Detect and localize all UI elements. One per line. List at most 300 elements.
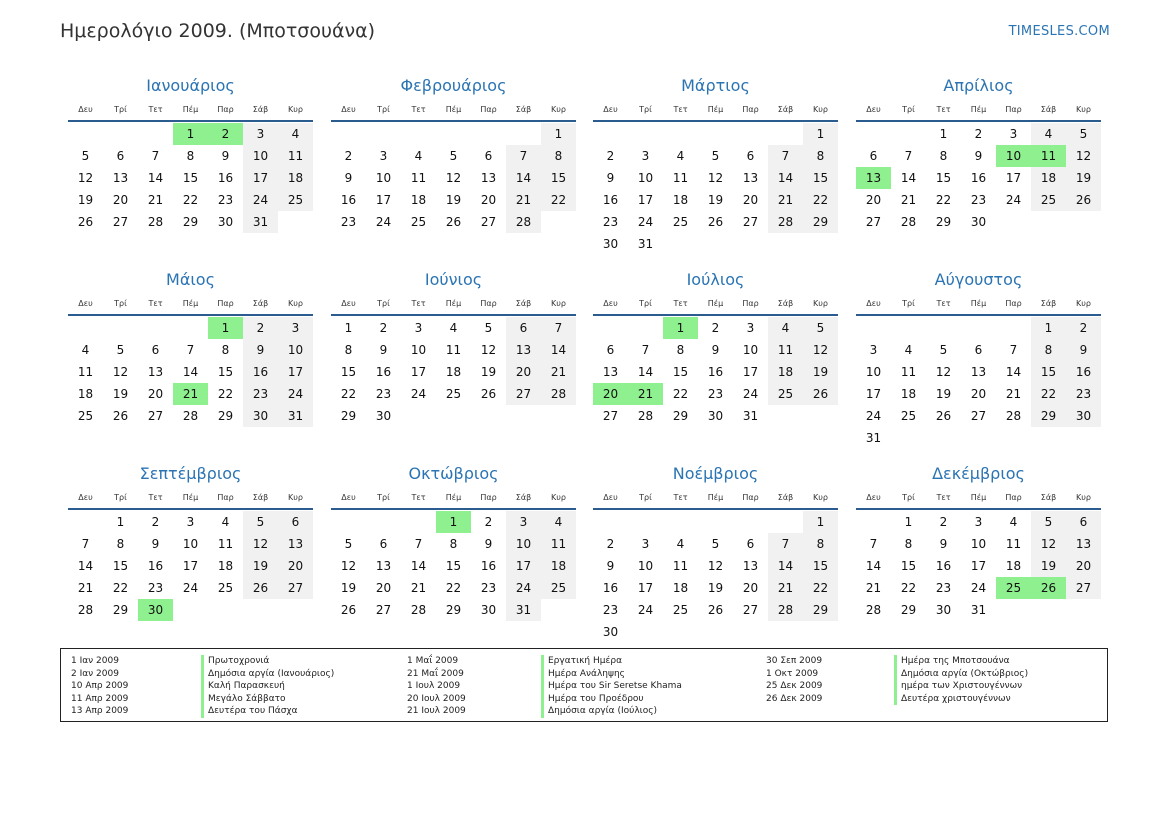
weekday-label: Σάβ <box>777 105 794 114</box>
day-cell: 2 <box>1066 317 1101 339</box>
day-cell: 29 <box>182 215 199 229</box>
day-cell: 26 <box>480 387 497 401</box>
day-cell: 9 <box>606 171 615 185</box>
day-cell: 10 <box>182 537 199 551</box>
weekday-label: Τετ <box>411 299 426 308</box>
day-cell: 4 <box>221 515 230 529</box>
day-cell: 3 <box>641 537 650 551</box>
weekday-label: Παρ <box>480 493 497 502</box>
day-cell: 8 <box>676 343 685 357</box>
day-cell: 5 <box>711 537 720 551</box>
day-cell: 24 <box>742 387 759 401</box>
day-cell: 5 <box>484 321 493 335</box>
month-9 <box>68 462 313 621</box>
empty-cell <box>1066 211 1101 233</box>
day-cell: 19 <box>803 361 838 383</box>
legend-date: 20 Ιουλ 2009 <box>407 693 466 704</box>
weekday-label: Τρί <box>902 493 915 502</box>
empty-cell <box>243 599 278 621</box>
weekday-label: Σάβ <box>515 299 532 308</box>
legend-date: 21 Μαΐ 2009 <box>407 668 464 679</box>
weekday-label: Δευ <box>341 493 356 502</box>
day-cell: 16 <box>243 361 278 383</box>
empty-cell <box>103 123 138 145</box>
day-cell: 16 <box>935 559 952 573</box>
month-title: Οκτώβριος <box>408 464 499 483</box>
day-cell: 15 <box>803 555 838 577</box>
weekday-label: Παρ <box>480 105 497 114</box>
legend-date-column <box>766 655 822 705</box>
day-cell: 12 <box>112 365 129 379</box>
day-cell: 2 <box>484 515 493 529</box>
weekday-label: Τετ <box>936 299 951 308</box>
weekday-label: Κυρ <box>551 299 566 308</box>
day-cell: 3 <box>186 515 195 529</box>
day-cell: 5 <box>81 149 90 163</box>
day-cell: 30 <box>243 405 278 427</box>
day-cell: 27 <box>147 409 164 423</box>
day-cell: 15 <box>803 167 838 189</box>
day-cell: 21 <box>768 189 803 211</box>
day-cell: 13 <box>112 171 129 185</box>
day-cell: 31 <box>865 431 882 445</box>
day-cell: 3 <box>506 511 541 533</box>
day-cell: 19 <box>340 581 357 595</box>
day-cell: 19 <box>243 555 278 577</box>
day-cell: 17 <box>637 581 654 595</box>
day-cell: 29 <box>935 215 952 229</box>
weekday-label: Κυρ <box>1076 299 1091 308</box>
day-cell: 29 <box>217 409 234 423</box>
month-12 <box>856 462 1101 621</box>
empty-cell <box>891 123 926 145</box>
empty-cell <box>628 511 663 533</box>
day-cell: 15 <box>445 559 462 573</box>
day-cell: 21 <box>900 193 917 207</box>
header-rule <box>856 120 1101 122</box>
legend-holiday-name: Ημέρα Ανάληψης <box>541 668 682 681</box>
day-cell: 10 <box>970 537 987 551</box>
day-cell: 24 <box>243 189 278 211</box>
weekday-label: Τρί <box>902 105 915 114</box>
legend-date: 11 Απρ 2009 <box>71 693 129 704</box>
day-cell: 27 <box>375 603 392 617</box>
empty-cell <box>768 123 803 145</box>
weekday-label: Τρί <box>114 493 127 502</box>
day-cell: 1 <box>344 321 353 335</box>
day-cell: 28 <box>147 215 164 229</box>
weekday-label: Σάβ <box>1040 299 1057 308</box>
day-cell: 3 <box>1009 127 1018 141</box>
day-cell: 12 <box>803 339 838 361</box>
day-cell: 11 <box>672 171 689 185</box>
weekday-label: Δευ <box>603 299 618 308</box>
day-cell: 1 <box>803 511 838 533</box>
day-cell: 19 <box>1066 167 1101 189</box>
day-cell: 15 <box>1031 361 1066 383</box>
day-cell: 15 <box>900 559 917 573</box>
day-cell: 14 <box>541 339 576 361</box>
day-cell: 21 <box>410 581 427 595</box>
day-cell: 23 <box>375 387 392 401</box>
day-cell: 22 <box>112 581 129 595</box>
weekday-label: Τρί <box>377 493 390 502</box>
day-cell: 7 <box>541 317 576 339</box>
day-cell: 23 <box>243 383 278 405</box>
weekday-label: Τρί <box>114 105 127 114</box>
day-cell: 14 <box>865 559 882 573</box>
day-cell: 11 <box>445 343 462 357</box>
weekday-label: Τετ <box>673 105 688 114</box>
empty-cell <box>1066 427 1101 449</box>
legend-holiday-name: Δημόσια αργία (Ιανουάριος) <box>201 668 334 681</box>
day-cell: 30 <box>602 625 619 639</box>
empty-cell <box>68 317 103 339</box>
day-cell: 18 <box>77 387 94 401</box>
day-cell: 13 <box>1066 533 1101 555</box>
day-cell: 7 <box>641 343 650 357</box>
day-cell: 27 <box>970 409 987 423</box>
legend-holiday-name: ημέρα των Χριστουγέννων <box>894 680 1028 693</box>
day-cell: 11 <box>541 533 576 555</box>
weekday-header <box>593 488 838 508</box>
day-grid <box>593 511 838 643</box>
day-cell: 28 <box>768 599 803 621</box>
weekday-label: Κυρ <box>288 105 303 114</box>
day-cell: 14 <box>1005 365 1022 379</box>
day-cell: 4 <box>676 537 685 551</box>
day-cell: 20 <box>742 193 759 207</box>
day-cell: 25 <box>672 603 689 617</box>
day-cell: 30 <box>217 215 234 229</box>
day-cell: 19 <box>77 193 94 207</box>
empty-cell <box>401 123 436 145</box>
month-title: Νοέμβριος <box>672 464 759 483</box>
header-rule <box>68 120 313 122</box>
weekday-label: Τετ <box>673 493 688 502</box>
day-cell: 7 <box>768 533 803 555</box>
day-cell: 11 <box>217 537 234 551</box>
legend-holiday-name: Δημόσια αργία (Ιούλιος) <box>541 705 682 718</box>
day-cell: 8 <box>116 537 125 551</box>
day-cell: 16 <box>1066 361 1101 383</box>
empty-cell <box>1031 427 1066 449</box>
weekday-label: Δευ <box>866 493 881 502</box>
day-cell: 4 <box>768 317 803 339</box>
day-cell: 7 <box>186 343 195 357</box>
day-cell: 17 <box>1005 171 1022 185</box>
day-cell: 5 <box>803 317 838 339</box>
day-cell: 24 <box>375 215 392 229</box>
day-cell: 17 <box>182 559 199 573</box>
day-cell: 7 <box>768 145 803 167</box>
site-link[interactable]: TIMESLES.COM <box>1008 24 1110 39</box>
day-cell: 13 <box>742 171 759 185</box>
day-cell: 21 <box>77 581 94 595</box>
month-title: Ιούνιος <box>424 270 483 289</box>
empty-cell <box>471 405 506 427</box>
legend-date: 1 Ιαν 2009 <box>71 656 119 666</box>
month-4 <box>856 74 1101 233</box>
day-cell: 1 <box>1031 317 1066 339</box>
day-cell: 27 <box>278 577 313 599</box>
day-cell: 19 <box>707 581 724 595</box>
empty-cell <box>628 317 663 339</box>
day-cell: 1 <box>541 123 576 145</box>
day-cell: 4 <box>541 511 576 533</box>
day-cell: 22 <box>445 581 462 595</box>
day-cell: 28 <box>410 603 427 617</box>
day-cell: 10 <box>375 171 392 185</box>
weekday-label: Δευ <box>341 299 356 308</box>
day-cell: 12 <box>1066 145 1101 167</box>
day-cell: 26 <box>1066 189 1101 211</box>
day-cell: 27 <box>865 215 882 229</box>
day-cell: 20 <box>112 193 129 207</box>
day-cell: 17 <box>637 193 654 207</box>
weekday-label: Πέμ <box>182 493 199 502</box>
legend-name-column <box>894 655 1028 705</box>
day-cell: 28 <box>637 409 654 423</box>
day-cell: 7 <box>904 149 913 163</box>
empty-cell <box>278 599 313 621</box>
day-cell: 22 <box>1031 383 1066 405</box>
day-cell: 27 <box>506 383 541 405</box>
day-cell: 2 <box>606 537 615 551</box>
day-cell: 14 <box>637 365 654 379</box>
empty-cell <box>506 123 541 145</box>
day-cell: 1 <box>803 123 838 145</box>
empty-cell <box>401 405 436 427</box>
day-cell: 9 <box>379 343 388 357</box>
empty-cell <box>768 405 803 427</box>
legend-date: 25 Δεκ 2009 <box>766 681 823 692</box>
day-cell: 3 <box>278 317 313 339</box>
day-cell: 6 <box>974 343 983 357</box>
holiday-legend <box>60 648 1108 722</box>
day-cell: 12 <box>340 559 357 573</box>
day-cell: 9 <box>243 339 278 361</box>
month-10 <box>331 462 576 621</box>
empty-cell <box>593 123 628 145</box>
day-cell: 22 <box>541 189 576 211</box>
day-cell: 17 <box>243 167 278 189</box>
empty-cell <box>856 317 891 339</box>
weekday-label: Παρ <box>1005 105 1022 114</box>
empty-cell <box>996 599 1031 621</box>
day-cell: 20 <box>147 387 164 401</box>
page-title: Ημερολόγιο 2009. (Μποτσουάνα) <box>60 20 376 42</box>
empty-cell <box>506 405 541 427</box>
weekday-label: Παρ <box>742 493 759 502</box>
day-cell: 23 <box>707 387 724 401</box>
day-cell: 10 <box>243 145 278 167</box>
day-cell: 7 <box>506 145 541 167</box>
weekday-label: Σάβ <box>777 299 794 308</box>
weekday-header <box>68 294 313 314</box>
day-cell: 24 <box>970 581 987 595</box>
weekday-label: Τετ <box>411 493 426 502</box>
day-cell: 30 <box>707 409 724 423</box>
day-cell: 13 <box>480 171 497 185</box>
weekday-label: Τρί <box>639 299 652 308</box>
weekday-header <box>331 294 576 314</box>
day-cell: 21 <box>506 189 541 211</box>
day-cell: 16 <box>217 171 234 185</box>
day-cell: 1 <box>904 515 913 529</box>
day-cell: 5 <box>116 343 125 357</box>
day-cell: 7 <box>414 537 423 551</box>
day-cell: 10 <box>865 365 882 379</box>
day-cell: 10 <box>742 343 759 357</box>
day-cell: 14 <box>506 167 541 189</box>
month-title: Μάρτιος <box>681 76 750 95</box>
weekday-label: Κυρ <box>1076 493 1091 502</box>
day-cell: 6 <box>151 343 160 357</box>
weekday-label: Σάβ <box>1040 493 1057 502</box>
day-cell: 30 <box>602 237 619 251</box>
day-cell: 21 <box>541 361 576 383</box>
weekday-header <box>68 100 313 120</box>
day-cell: 10 <box>410 343 427 357</box>
day-cell: 16 <box>970 171 987 185</box>
weekday-label: Πέμ <box>445 493 462 502</box>
day-cell: 19 <box>480 365 497 379</box>
weekday-header <box>331 488 576 508</box>
day-cell: 13 <box>970 365 987 379</box>
empty-cell <box>733 233 768 255</box>
day-cell: 25 <box>410 215 427 229</box>
empty-cell <box>366 123 401 145</box>
weekday-label: Παρ <box>217 299 234 308</box>
day-cell: 23 <box>602 603 619 617</box>
day-cell: 14 <box>768 555 803 577</box>
day-cell: 8 <box>803 145 838 167</box>
day-cell: 22 <box>935 193 952 207</box>
day-cell: 19 <box>445 193 462 207</box>
day-cell: 18 <box>445 365 462 379</box>
day-cell: 6 <box>278 511 313 533</box>
day-cell: 17 <box>278 361 313 383</box>
empty-cell <box>331 511 366 533</box>
day-cell: 14 <box>900 171 917 185</box>
day-cell: 24 <box>410 387 427 401</box>
empty-cell <box>996 427 1031 449</box>
day-cell: 29 <box>803 599 838 621</box>
empty-cell <box>436 123 471 145</box>
weekday-label: Τρί <box>639 105 652 114</box>
day-cell: 18 <box>410 193 427 207</box>
day-cell: 7 <box>1009 343 1018 357</box>
day-cell: 23 <box>217 193 234 207</box>
day-cell: 24 <box>278 383 313 405</box>
day-cell: 22 <box>672 387 689 401</box>
day-cell: 10 <box>637 171 654 185</box>
header-rule <box>593 508 838 510</box>
day-cell: 8 <box>803 533 838 555</box>
day-cell: 10 <box>506 533 541 555</box>
day-cell: 27 <box>602 409 619 423</box>
day-cell: 20 <box>1066 555 1101 577</box>
empty-cell <box>698 511 733 533</box>
weekday-label: Σάβ <box>515 105 532 114</box>
empty-cell <box>856 511 891 533</box>
holiday-day-cell: 25 <box>996 577 1031 599</box>
day-cell: 18 <box>672 193 689 207</box>
month-2 <box>331 74 576 233</box>
day-cell: 18 <box>217 559 234 573</box>
weekday-header <box>593 294 838 314</box>
day-cell: 22 <box>900 581 917 595</box>
empty-cell <box>996 211 1031 233</box>
day-cell: 20 <box>970 387 987 401</box>
empty-cell <box>698 233 733 255</box>
legend-holiday-name: Ημέρα του Sir Seretse Khama <box>541 680 682 693</box>
legend-date: 1 Μαΐ 2009 <box>407 656 459 666</box>
weekday-label: Δευ <box>603 105 618 114</box>
weekday-label: Πέμ <box>445 299 462 308</box>
empty-cell <box>961 427 996 449</box>
day-cell: 4 <box>676 149 685 163</box>
day-cell: 23 <box>340 215 357 229</box>
weekday-label: Δευ <box>866 299 881 308</box>
weekday-label: Κυρ <box>813 493 828 502</box>
day-cell: 26 <box>803 383 838 405</box>
empty-cell <box>961 317 996 339</box>
day-cell: 22 <box>803 577 838 599</box>
empty-cell <box>891 427 926 449</box>
day-cell: 7 <box>151 149 160 163</box>
day-cell: 2 <box>711 321 720 335</box>
day-cell: 28 <box>77 603 94 617</box>
day-cell: 11 <box>410 171 427 185</box>
legend-date-column <box>407 655 466 718</box>
day-cell: 25 <box>278 189 313 211</box>
month-title: Μάιος <box>166 270 215 289</box>
day-cell: 9 <box>606 559 615 573</box>
weekday-header <box>856 488 1101 508</box>
day-cell: 24 <box>637 603 654 617</box>
day-cell: 27 <box>1066 577 1101 599</box>
empty-cell <box>366 511 401 533</box>
weekday-label: Παρ <box>217 493 234 502</box>
day-cell: 28 <box>182 409 199 423</box>
day-grid <box>68 511 313 621</box>
day-cell: 18 <box>1005 559 1022 573</box>
day-cell: 15 <box>541 167 576 189</box>
month-title: Ιούλιος <box>686 270 745 289</box>
empty-cell <box>768 511 803 533</box>
day-cell: 22 <box>803 189 838 211</box>
day-cell: 22 <box>182 193 199 207</box>
day-cell: 2 <box>974 127 983 141</box>
empty-cell <box>768 621 803 643</box>
weekday-label: Τετ <box>936 493 951 502</box>
day-grid <box>68 317 313 427</box>
empty-cell <box>663 123 698 145</box>
day-cell: 17 <box>865 387 882 401</box>
day-cell: 12 <box>243 533 278 555</box>
weekday-label: Κυρ <box>1076 105 1091 114</box>
legend-holiday-name: Δευτέρα του Πάσχα <box>201 705 334 718</box>
empty-cell <box>1066 599 1101 621</box>
weekday-header <box>856 294 1101 314</box>
day-cell: 24 <box>182 581 199 595</box>
holiday-day-cell: 13 <box>856 167 891 189</box>
day-cell: 18 <box>672 581 689 595</box>
empty-cell <box>663 511 698 533</box>
day-cell: 14 <box>77 559 94 573</box>
